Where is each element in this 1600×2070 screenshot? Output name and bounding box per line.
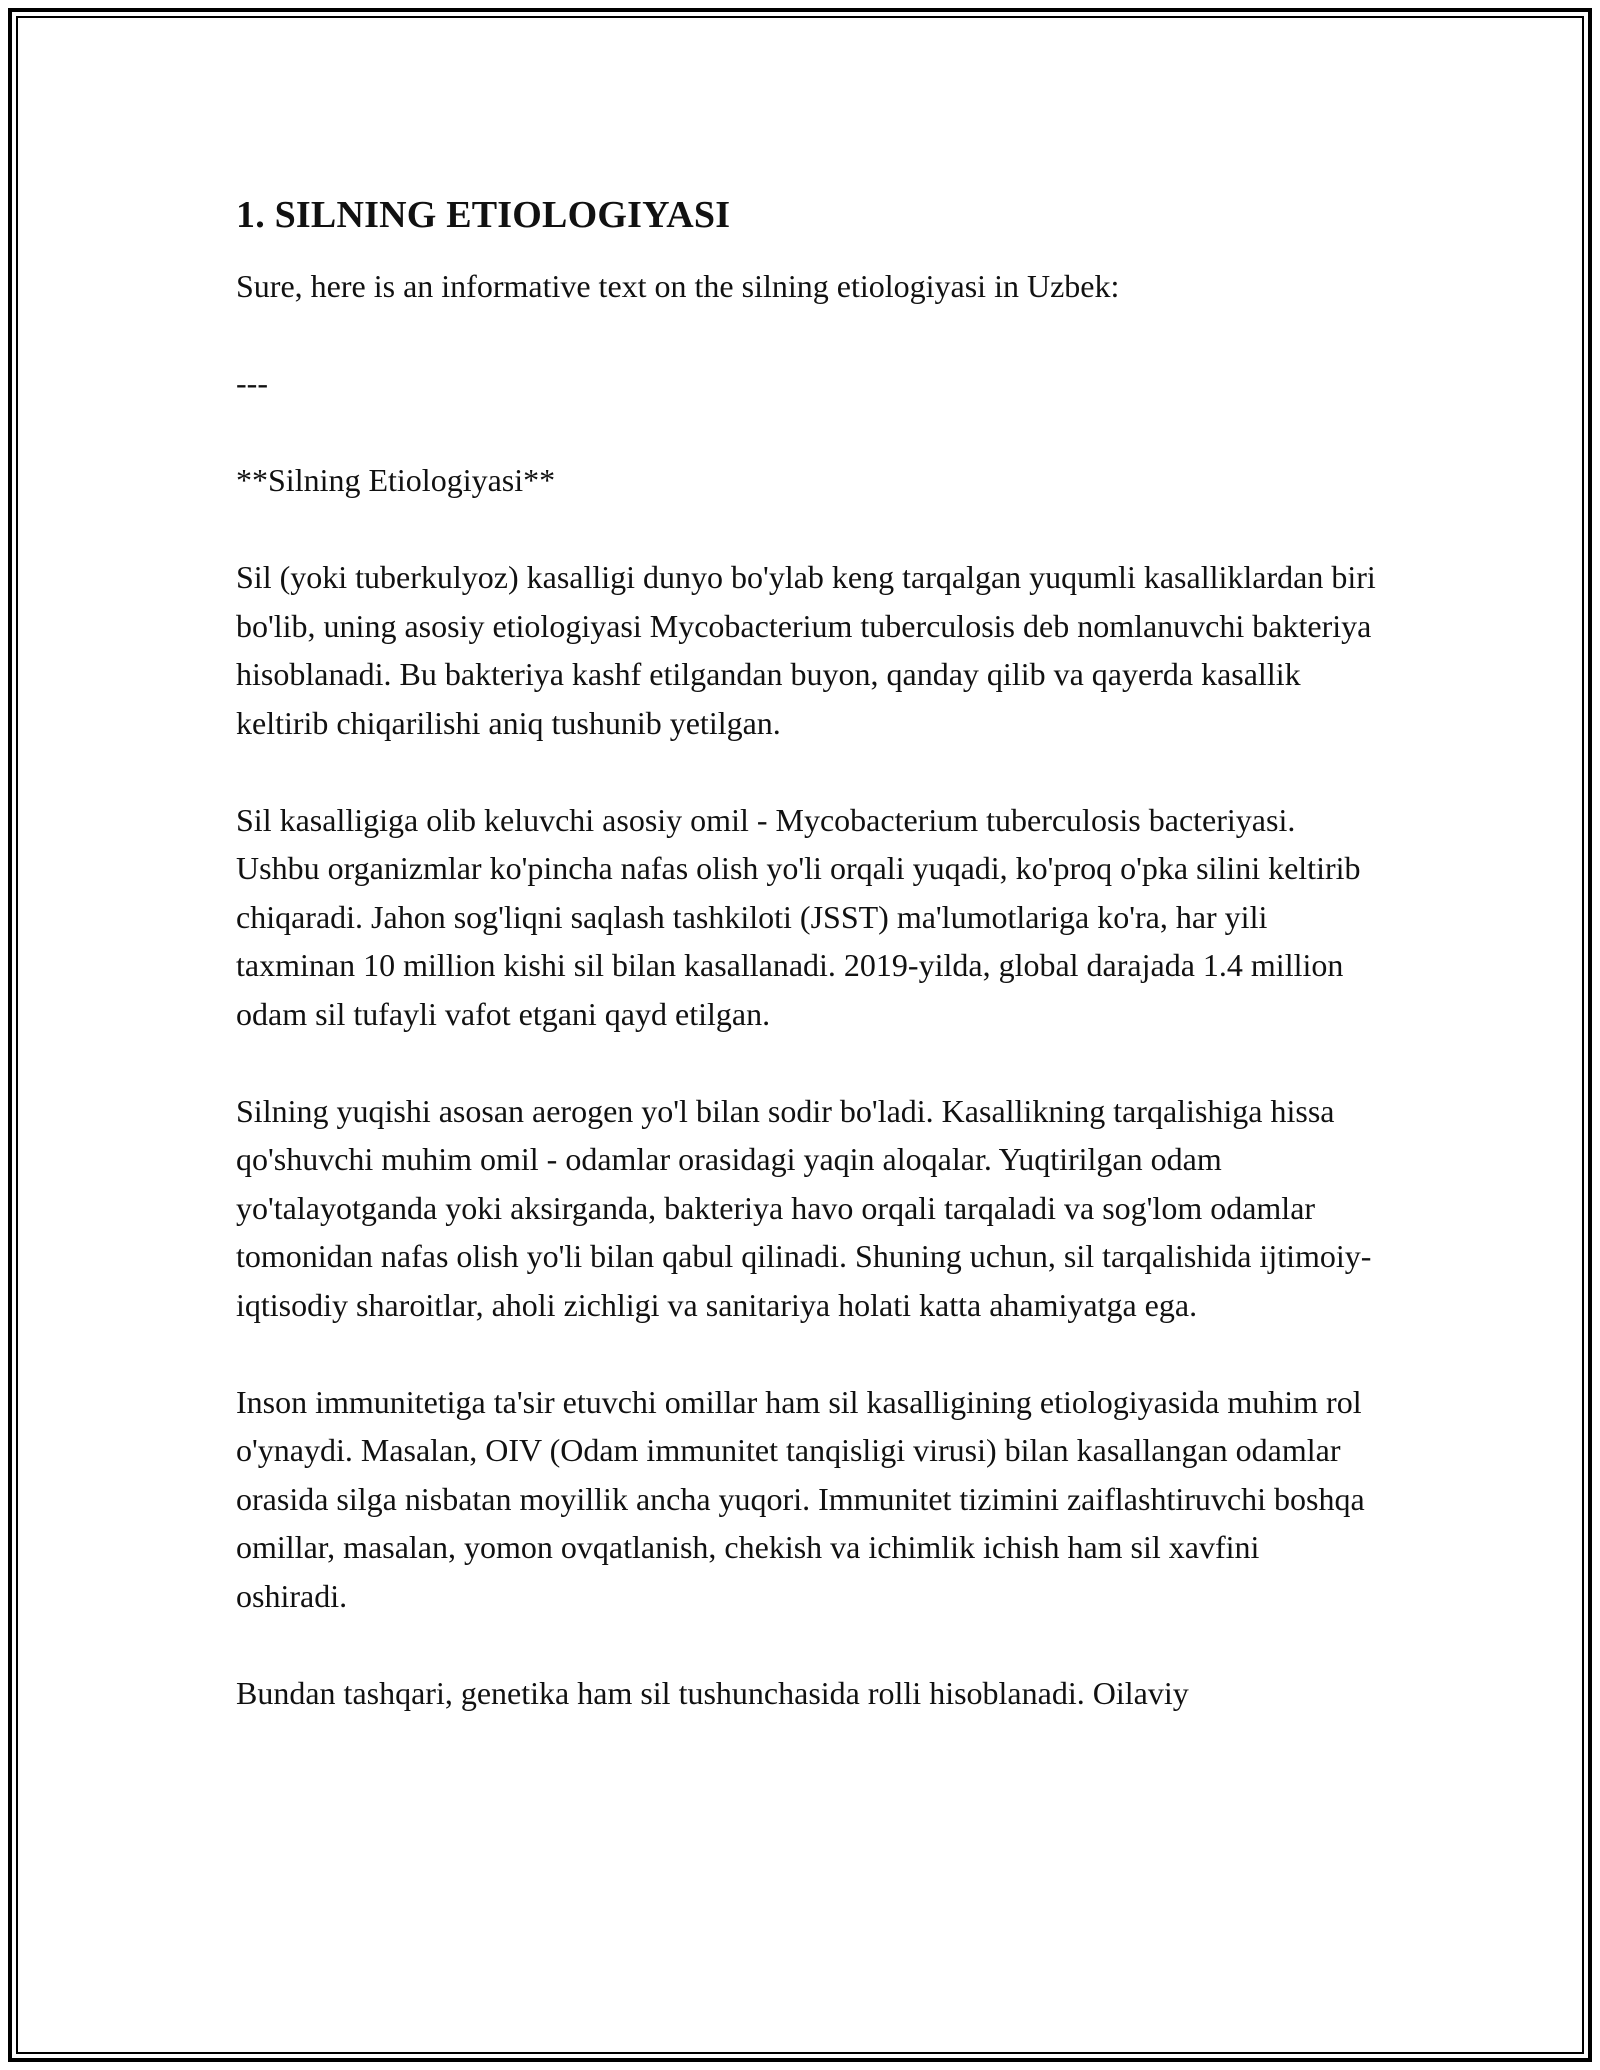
section-heading: 1. SILNING ETIOLOGIYASI (236, 194, 731, 236)
document-body (236, 188, 1376, 1717)
separator-text: --- (236, 365, 268, 401)
subtitle-text: **Silning Etiologiyasi** (236, 462, 556, 498)
paragraph-2: Sil kasalligiga olib keluvchi asosiy omil - Mycobacterium tuberculosis bacteriyasi. Ushbu organizmlar ko'pincha nafas olish yo'li orqali yuqadi, ko'proq o'pka silini keltirib chiqaradi. Jahon sog'liqni saqlash tashkiloti (JSST) ma'lumotlariga ko'ra, har yili taxminan 10 million kishi sil bilan kasallanadi. 2019-yilda, global darajada 1.4 million odam sil tufayli vafot etgani qayd etilgan. (236, 801, 1361, 1032)
paragraph-5: Bundan tashqari, genetika ham sil tushunchasida rolli hisoblanadi. Oilaviy (236, 1674, 1189, 1711)
paragraph-1: Sil (yoki tuberkulyoz) kasalligi dunyo bo'ylab keng tarqalgan yuqumli kasalliklardan biri bo'lib, uning asosiy etiologiyasi Mycobacterium tuberculosis deb nomlanuvchi bakteriya hisoblanadi. Bu bakteriya kashf etilgandan buyon, qanday qilib va qayerda kasallik keltirib chiqarilishi aniq tushunib yetilgan. (236, 559, 1376, 741)
intro-text: Sure, here is an informative text on the silning etiologiyasi in Uzbek: (236, 268, 1120, 304)
paragraph-4: Inson immunitetiga ta'sir etuvchi omillar ham sil kasalligining etiologiyasida muhim rol o'ynaydi. Masalan, OIV (Odam immunitet tanqisligi virusi) bilan kasallangan odamlar orasida silga nisbatan moyillik ancha yuqori. Immunitet tizimini zaiflashtiruvchi boshqa omillar, masalan, yomon ovqatlanish, chekish va ichimlik ichish ham sil xavfini oshiradi. (236, 1383, 1365, 1614)
paragraph-3: Silning yuqishi asosan aerogen yo'l bilan sodir bo'ladi. Kasallikning tarqalishiga hissa qo'shuvchi muhim omil - odamlar orasidagi yaqin aloqalar. Yuqtirilgan odam yo'talayotganda yoki aksirganda, bakteriya havo orqali tarqaladi va sog'lom odamlar tomonidan nafas olish yo'li bilan qabul qilinadi. Shuning uchun, sil tarqalishida ijtimoiy-iqtisodiy sharoitlar, aholi zichligi va sanitariya holati katta ahamiyatga ega. (236, 1092, 1372, 1323)
